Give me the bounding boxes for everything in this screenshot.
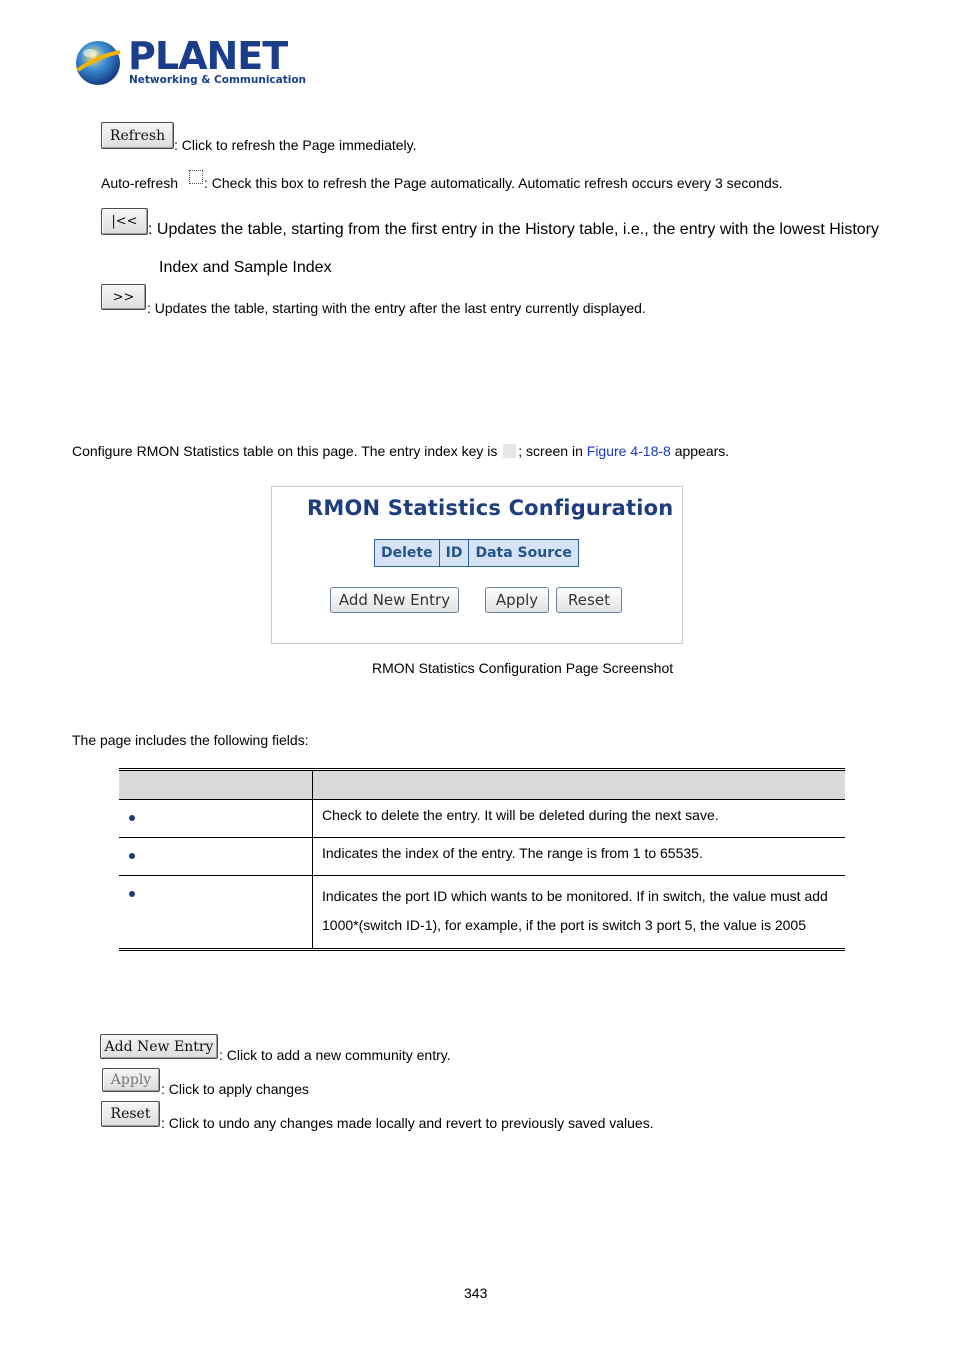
first-page-button[interactable]: |<<: [101, 208, 148, 235]
fields-table: [119, 768, 845, 951]
add-new-entry-button[interactable]: Add New Entry: [330, 587, 459, 613]
apply-icon-button[interactable]: Apply: [102, 1068, 160, 1092]
fields-intro: The page includes the following fields:: [72, 732, 309, 748]
rmon-statistics-screenshot: [271, 486, 683, 644]
page-number: 343: [464, 1285, 488, 1301]
refresh-button[interactable]: Refresh: [101, 122, 174, 149]
figure-link[interactable]: Figure 4-18-8: [586, 443, 671, 459]
bullet-icon: [129, 853, 135, 859]
col-data-source: Data Source: [469, 540, 578, 567]
refresh-description: : Click to refresh the Page immediately.: [174, 137, 417, 153]
auto-refresh-checkbox[interactable]: [189, 170, 203, 184]
field-object: [119, 838, 313, 876]
figure-caption: RMON Statistics Configuration Page Screenshot: [372, 660, 674, 676]
panel-title: RMON Statistics Configuration: [307, 496, 674, 520]
bullet-icon: [129, 815, 135, 821]
next-page-button[interactable]: >>: [101, 284, 146, 310]
auto-refresh-description: : Check this box to refresh the Page automatically. Automatic refresh occurs every 3 seconds.: [204, 175, 783, 191]
col-delete: Delete: [375, 540, 440, 567]
apply-button[interactable]: Apply: [485, 587, 549, 613]
fields-header-object: [119, 770, 313, 800]
logo-name: PLANET: [128, 34, 288, 78]
panel-header-table: [374, 539, 579, 567]
index-key-swatch: [503, 444, 516, 458]
reset-button[interactable]: Reset: [556, 587, 622, 613]
bullet-icon: [129, 891, 135, 897]
intro-text-middle: ; screen in: [518, 443, 583, 459]
field-description: Indicates the port ID which wants to be monitored. If in switch, the value must add 1000*(switch ID-1), for example, if the port is switch 3 port 5, the value is 2005: [313, 876, 846, 950]
table-row: [119, 800, 845, 838]
col-id: ID: [439, 540, 469, 567]
reset-icon-button[interactable]: Reset: [101, 1101, 160, 1127]
table-row: [119, 876, 845, 950]
planet-logo: [72, 34, 307, 92]
intro-text: [72, 443, 729, 459]
auto-refresh-label: Auto-refresh: [101, 175, 179, 191]
table-row: [119, 838, 845, 876]
intro-text-after: appears.: [674, 443, 730, 459]
first-page-description: : Updates the table, starting from the first entry in the History table, i.e., the entry with the lowest History: [148, 221, 879, 238]
next-page-description: : Updates the table, starting with the entry after the last entry currently displayed.: [147, 300, 646, 316]
intro-text-before: Configure RMON Statistics table on this page. The entry index key is: [72, 443, 498, 459]
first-page-description-cont: Index and Sample Index: [159, 259, 332, 276]
globe-icon: [72, 36, 124, 88]
field-object: [119, 876, 313, 950]
add-entry-description: : Click to add a new community entry.: [219, 1047, 451, 1063]
apply-description: : Click to apply changes: [161, 1081, 309, 1097]
field-description: Indicates the index of the entry. The range is from 1 to 65535.: [313, 838, 846, 876]
fields-header-description: [313, 770, 846, 800]
reset-description: : Click to undo any changes made locally and revert to previously saved values.: [161, 1115, 654, 1131]
field-description: Check to delete the entry. It will be deleted during the next save.: [313, 800, 846, 838]
field-object: [119, 800, 313, 838]
add-new-entry-icon-button[interactable]: Add New Entry: [100, 1034, 218, 1059]
logo-tagline: Networking & Communication: [129, 74, 307, 86]
